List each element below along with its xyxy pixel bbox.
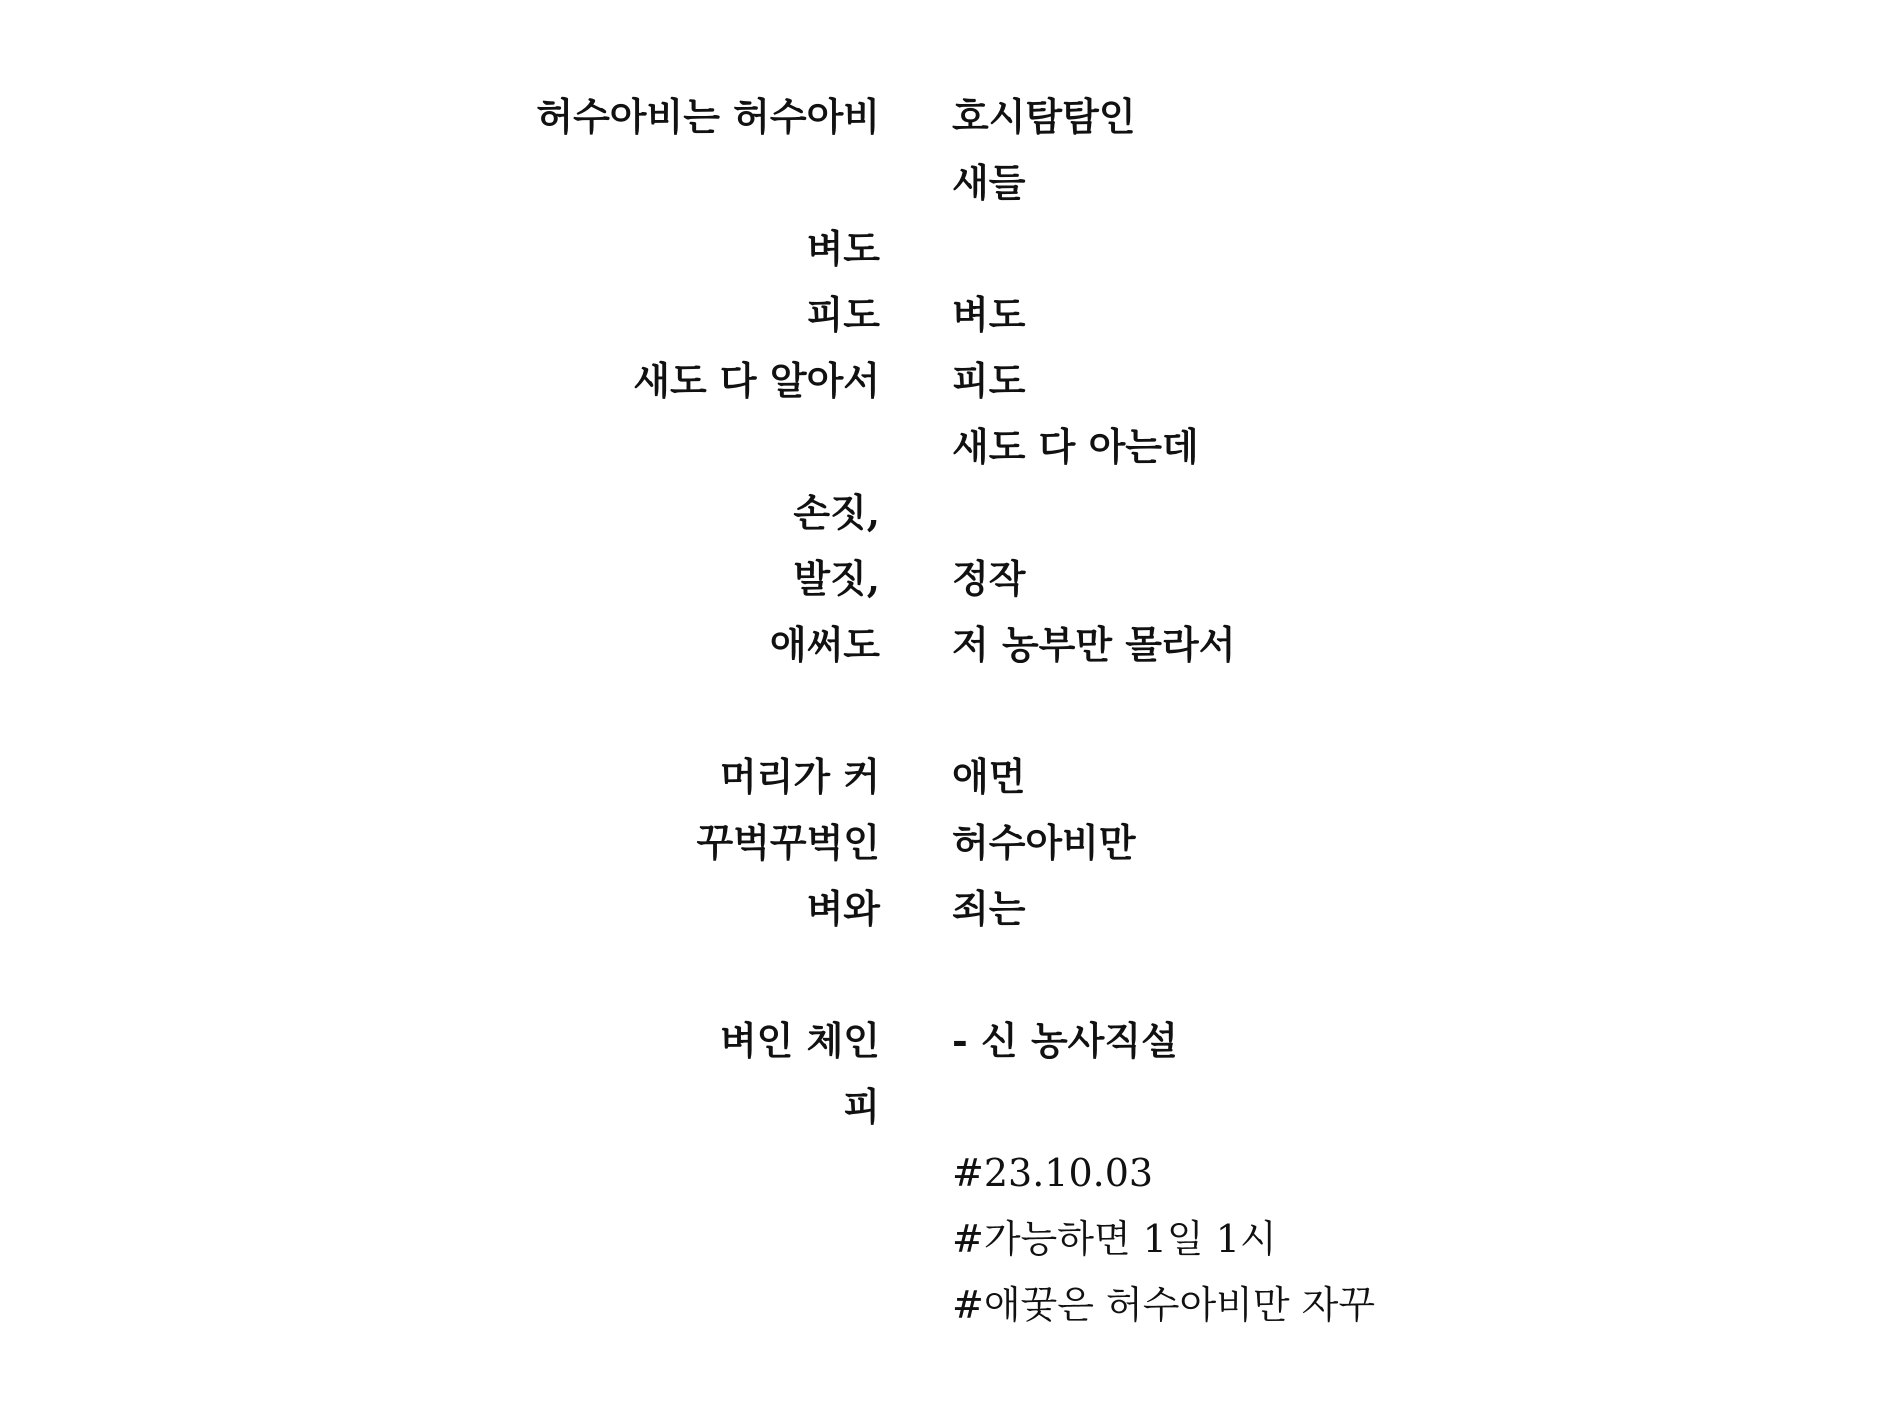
right-line: 피도 — [952, 358, 1026, 403]
right-line: 애먼 — [952, 754, 1026, 799]
left-line: 허수아비는 허수아비 — [536, 94, 880, 139]
left-line: 발짓, — [793, 556, 880, 601]
left-line: 머리가 커 — [719, 754, 880, 799]
poem-line — [0, 550, 1890, 616]
left-line: 벼인 체인 — [719, 1018, 880, 1063]
right-line: 호시탐탐인 — [952, 94, 1136, 139]
left-line: 피도 — [806, 292, 880, 337]
left-line: 새도 다 알아서 — [633, 358, 880, 403]
poem-line — [0, 814, 1890, 880]
poem-line — [0, 880, 1890, 946]
right-line: 정작 — [952, 556, 1026, 601]
hashtag-date: #23.10.03 — [952, 1151, 1154, 1195]
right-line: 새들 — [952, 160, 1026, 205]
left-line: 꾸벅꾸벅인 — [696, 820, 880, 865]
left-line: 벼와 — [806, 886, 880, 931]
poem-line — [0, 286, 1890, 352]
right-line: 죄는 — [952, 886, 1026, 931]
tag-line — [0, 1276, 1890, 1342]
poem-line — [0, 682, 1890, 748]
poem-line — [0, 1078, 1890, 1144]
poem-line — [0, 484, 1890, 550]
tag-line — [0, 1144, 1890, 1210]
tag-line — [0, 1210, 1890, 1276]
right-line: - 신 농사직설 — [952, 1018, 1178, 1063]
poem-line — [0, 220, 1890, 286]
right-line: 벼도 — [952, 292, 1026, 337]
poem-line — [0, 616, 1890, 682]
hashtag-topic: #애꿎은 허수아비만 자꾸 — [952, 1283, 1376, 1327]
poem-line — [0, 748, 1890, 814]
poem-line — [0, 352, 1890, 418]
poem-line — [0, 88, 1890, 154]
left-line: 벼도 — [806, 226, 880, 271]
right-line: 새도 다 아는데 — [952, 424, 1199, 469]
left-line: 손짓, — [793, 490, 880, 535]
poem-line — [0, 946, 1890, 1012]
right-line: 허수아비만 — [952, 820, 1136, 865]
poem-line — [0, 1012, 1890, 1078]
poem — [0, 88, 1890, 1342]
poem-line — [0, 418, 1890, 484]
left-line: 애써도 — [769, 622, 880, 667]
hashtag-series: #가능하면 1일 1시 — [952, 1217, 1277, 1261]
poem-line — [0, 154, 1890, 220]
right-line: 저 농부만 몰라서 — [952, 622, 1236, 667]
left-line: 피 — [843, 1084, 880, 1129]
